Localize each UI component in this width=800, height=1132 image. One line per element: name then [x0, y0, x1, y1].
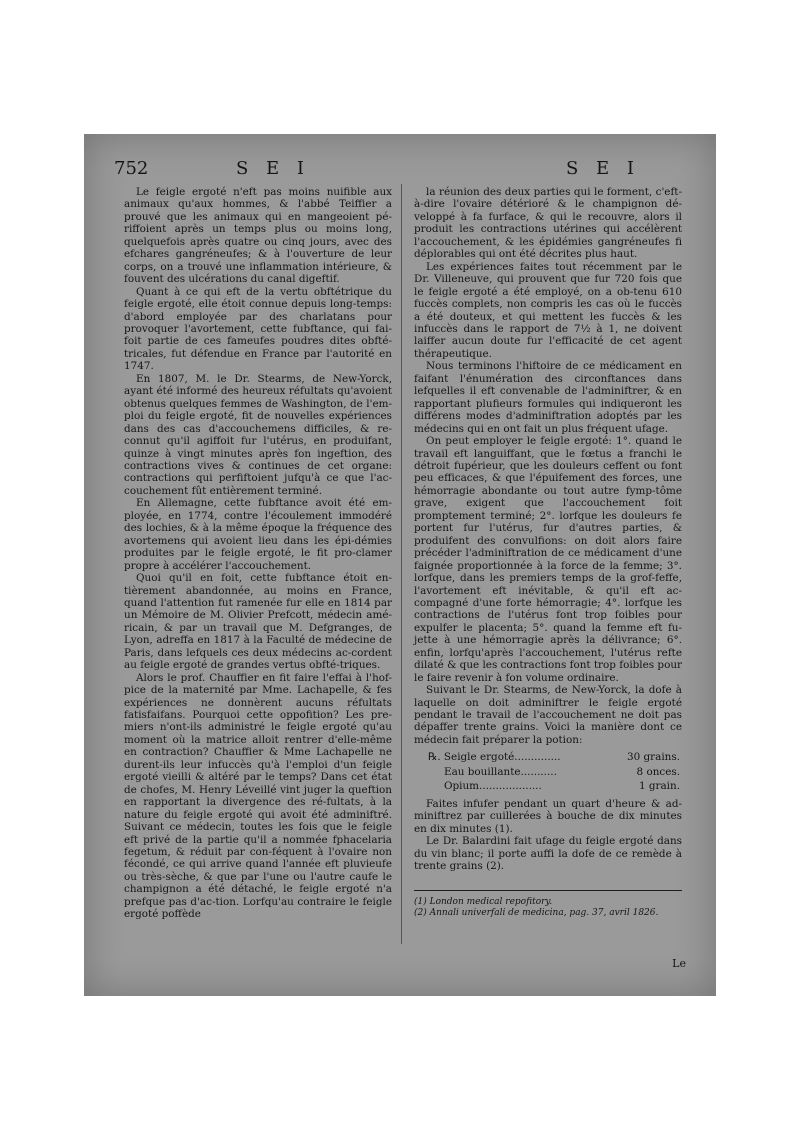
paragraph: En Allemagne, cette fubftance avoit été em-ployée, en 1774, contre l'écoulement immodéré des lochies, & à la même époque la fréquence des avortemens qui avoient lieu dans les épi-démies produites par le feigle ergoté, le fit pro-clamer propre à accélérer l'accouchement.: [124, 497, 392, 572]
paragraph: Quoi qu'il en foit, cette fubftance étoit en-tièrement abandonnée, au moins en France, quand l'attention fut ramenée fur elle en 1814 par un Mémoire de M. Olivier Prefcott, médecin amé-ricain, & par un travail que M. Defgranges, de Lyon, adreffa en 1817 à la Faculté de médecine de Paris, dans lefquels ces deux médecins ac-cordent au feigle ergoté de grandes vertus obfté-triques.: [124, 572, 392, 672]
scanned-page: [84, 134, 716, 996]
prescription-row: [428, 779, 696, 793]
paragraph: Faites infufer pendant un quart d'heure & ad-miniftrez par cuillerées à bouche de dix minutes en dix minutes (1).: [414, 797, 682, 835]
prescription-table: [428, 750, 696, 793]
running-head-right: S E I: [566, 158, 641, 179]
prescription-qty: 8 onces.: [636, 765, 680, 778]
page-number: 752: [114, 158, 149, 179]
paragraph: Alors le prof. Chauffier en fit faire l'effai à l'hof-pice de la maternité par Mme. Lachapelle, & fes expériences ne donnèrent aucuns réfultats fatisfaifans. Pourquoi cette oppofition? Les pre-miers n'ont-ils administré le feigle ergoté qu'au moment où la matrice alloit rentrer d'elle-même en contraction? Chauffier & Mme Lachapelle ne durent-ils leur infuccès qu'à l'emploi d'un feigle ergoté vieilli & altéré par le temps? Dans cet état de chofes, M. Henry Léveillé vint juger la queftion en rapportant la divergence des ré-fultats, à la nature du feigle ergoté qui avoit été adminiftré. Suivant ce médecin, toutes les fois que le feigle eft privé de la partie qu'il a nommée fphacelaria fegetum, & réduit par con-féquent à l'ovaire non fécondé, ce qui arrive quand l'année eft pluvieufe ou très-sèche, & que par l'une ou l'autre caufe le champignon a été détaché, le feigle ergoté n'a prefque pas d'ac-tion. Lorfqu'au contraire le feigle ergoté poffède: [124, 671, 392, 921]
prescription-item: Opium...................: [444, 780, 542, 793]
right-column: [414, 186, 682, 919]
paragraph: Suivant le Dr. Stearms, de New-Yorck, la dofe à laquelle on doit adminiftrer le feigle ergoté pendant le travail de l'accouchement ne doit pas dépaffer trente grains. Voici la manière dont ce médecin fait préparer la potion:: [414, 684, 682, 746]
paragraph: la réunion des deux parties qui le forment, c'eft-à-dire l'ovaire détérioré & le champignon dé-veloppé à fa furface, & qui le recouvre, alors il produit les contractions utérines qui accélèrent l'accouchement, & les épidémies gangréneufes fi déplorables qui ont été décrites plus haut.: [414, 186, 682, 261]
footnotes: [414, 897, 682, 919]
footnote-rule: [414, 890, 682, 891]
prescription-qty: 1 grain.: [638, 780, 680, 793]
footnote: (1) London medical repofitory.: [414, 897, 553, 908]
paragraph: On peut employer le feigle ergoté: 1°. quand le travail eft languiffant, que le fœtus a franchi le détroit fupérieur, que les douleurs ceffent ou font peu efficaces, & que l'épuifement des forces, une hémorragie abondante ou tout autre fymp-tôme grave, exigent que l'accouchement foit promptement terminé; 2°. lorfque les douleurs fe portent fur l'utérus, fur d'autres parties, & produifent des convulfions: on doit alors faire précéder l'adminiftration de ce médicament d'une faignée proportionnée à la force de la femme; 3°. lorfque, dans les premiers temps de la grof-feffe, l'avortement eft inévitable, & qu'il eft ac-compagné d'une forte hémorragie; 4°. lorfque les contractions de l'utérus font trop foibles pour expulfer le placenta; 5°. quand la femme eft fu-jette à une hémorragie après la délivrance; 6°. enfin, lorfqu'après l'accouchement, l'utérus refte dilaté & que les contractions font trop foibles pour le faire revenir à fon volume ordinaire.: [414, 435, 682, 684]
prescription-item: ℞. Seigle ergoté..............: [428, 751, 561, 764]
paragraph: En 1807, M. le Dr. Stearms, de New-Yorck, ayant été informé des heureux réfultats qu'avoient obtenus quelques femmes de Washington, de l'em-ploi du feigle ergoté, fit de nouvelles expériences dans des cas d'accouchemens difficiles, & re-connut qu'il agiffoit fur l'utérus, en produifant, quinze à vingt minutes après fon ingeftion, des contractions vives & continues de cet organe: contractions qui perfiftoient jufqu'à ce que l'ac-couchement fût entièrement terminé.: [124, 372, 392, 497]
catchword: Le: [672, 957, 686, 970]
footnote: (2) Annali univerfali de medicina, pag. 37, avril 1826.: [414, 908, 659, 919]
prescription-item: Eau bouillante...........: [444, 765, 557, 778]
prescription-qty: 30 grains.: [627, 751, 680, 764]
paragraph: Le Dr. Balardini fait ufage du feigle ergoté dans du vin blanc; il porte auffi la dofe de ce remède à trente grains (2).: [414, 835, 682, 873]
running-head-left: S E I: [236, 158, 311, 179]
page-header: [114, 158, 686, 182]
paragraph: Les expériences faites tout récemment par le Dr. Villeneuve, qui prouvent que fur 720 fois que le feigle ergoté a été employé, on a ob-tenu 610 fuccès complets, non compris les cas où le fuccès a été douteux, et qui mettent les fuccès & les infuccès dans le rapport de 7½ à 1, ne doivent laiffer aucun doute fur l'efficacité de cet agent thérapeutique.: [414, 260, 682, 360]
column-divider: [401, 184, 402, 944]
paragraph: Quant à ce qui eft de la vertu obftétrique du feigle ergoté, elle étoit connue depuis long-temps: d'abord employée par des charlatans pour provoquer l'avortement, cette fubftance, qui fai-foit partie de ces fameufes poudres dites obfté-tricales, fut défendue en France par l'autorité en 1747.: [124, 285, 392, 373]
prescription-row: [428, 750, 696, 764]
left-column: [124, 186, 392, 921]
paragraph: Nous terminons l'hiftoire de ce médicament en faifant l'énumération des circonftances dans lefquelles il eft convenable de l'adminiftrer, & en rapportant plufieurs formules qui indiqueront les différens modes d'adminiftration adoptés par les médecins qui en ont fait un plus fréquent ufage.: [414, 360, 682, 435]
prescription-row: [428, 765, 696, 779]
paragraph: Le feigle ergoté n'eft pas moins nuifible aux animaux qu'aux hommes, & l'abbé Teiffier a prouvé que les animaux qui en mangeoient pé-riffoient après un temps plus ou moins long, quelquefois après quatre ou cinq jours, avec des efchares gangréneufes; & à l'ouverture de leur corps, on a trouvé une inflammation intérieure, & fouvent des ulcérations du canal digeftif.: [124, 186, 392, 286]
